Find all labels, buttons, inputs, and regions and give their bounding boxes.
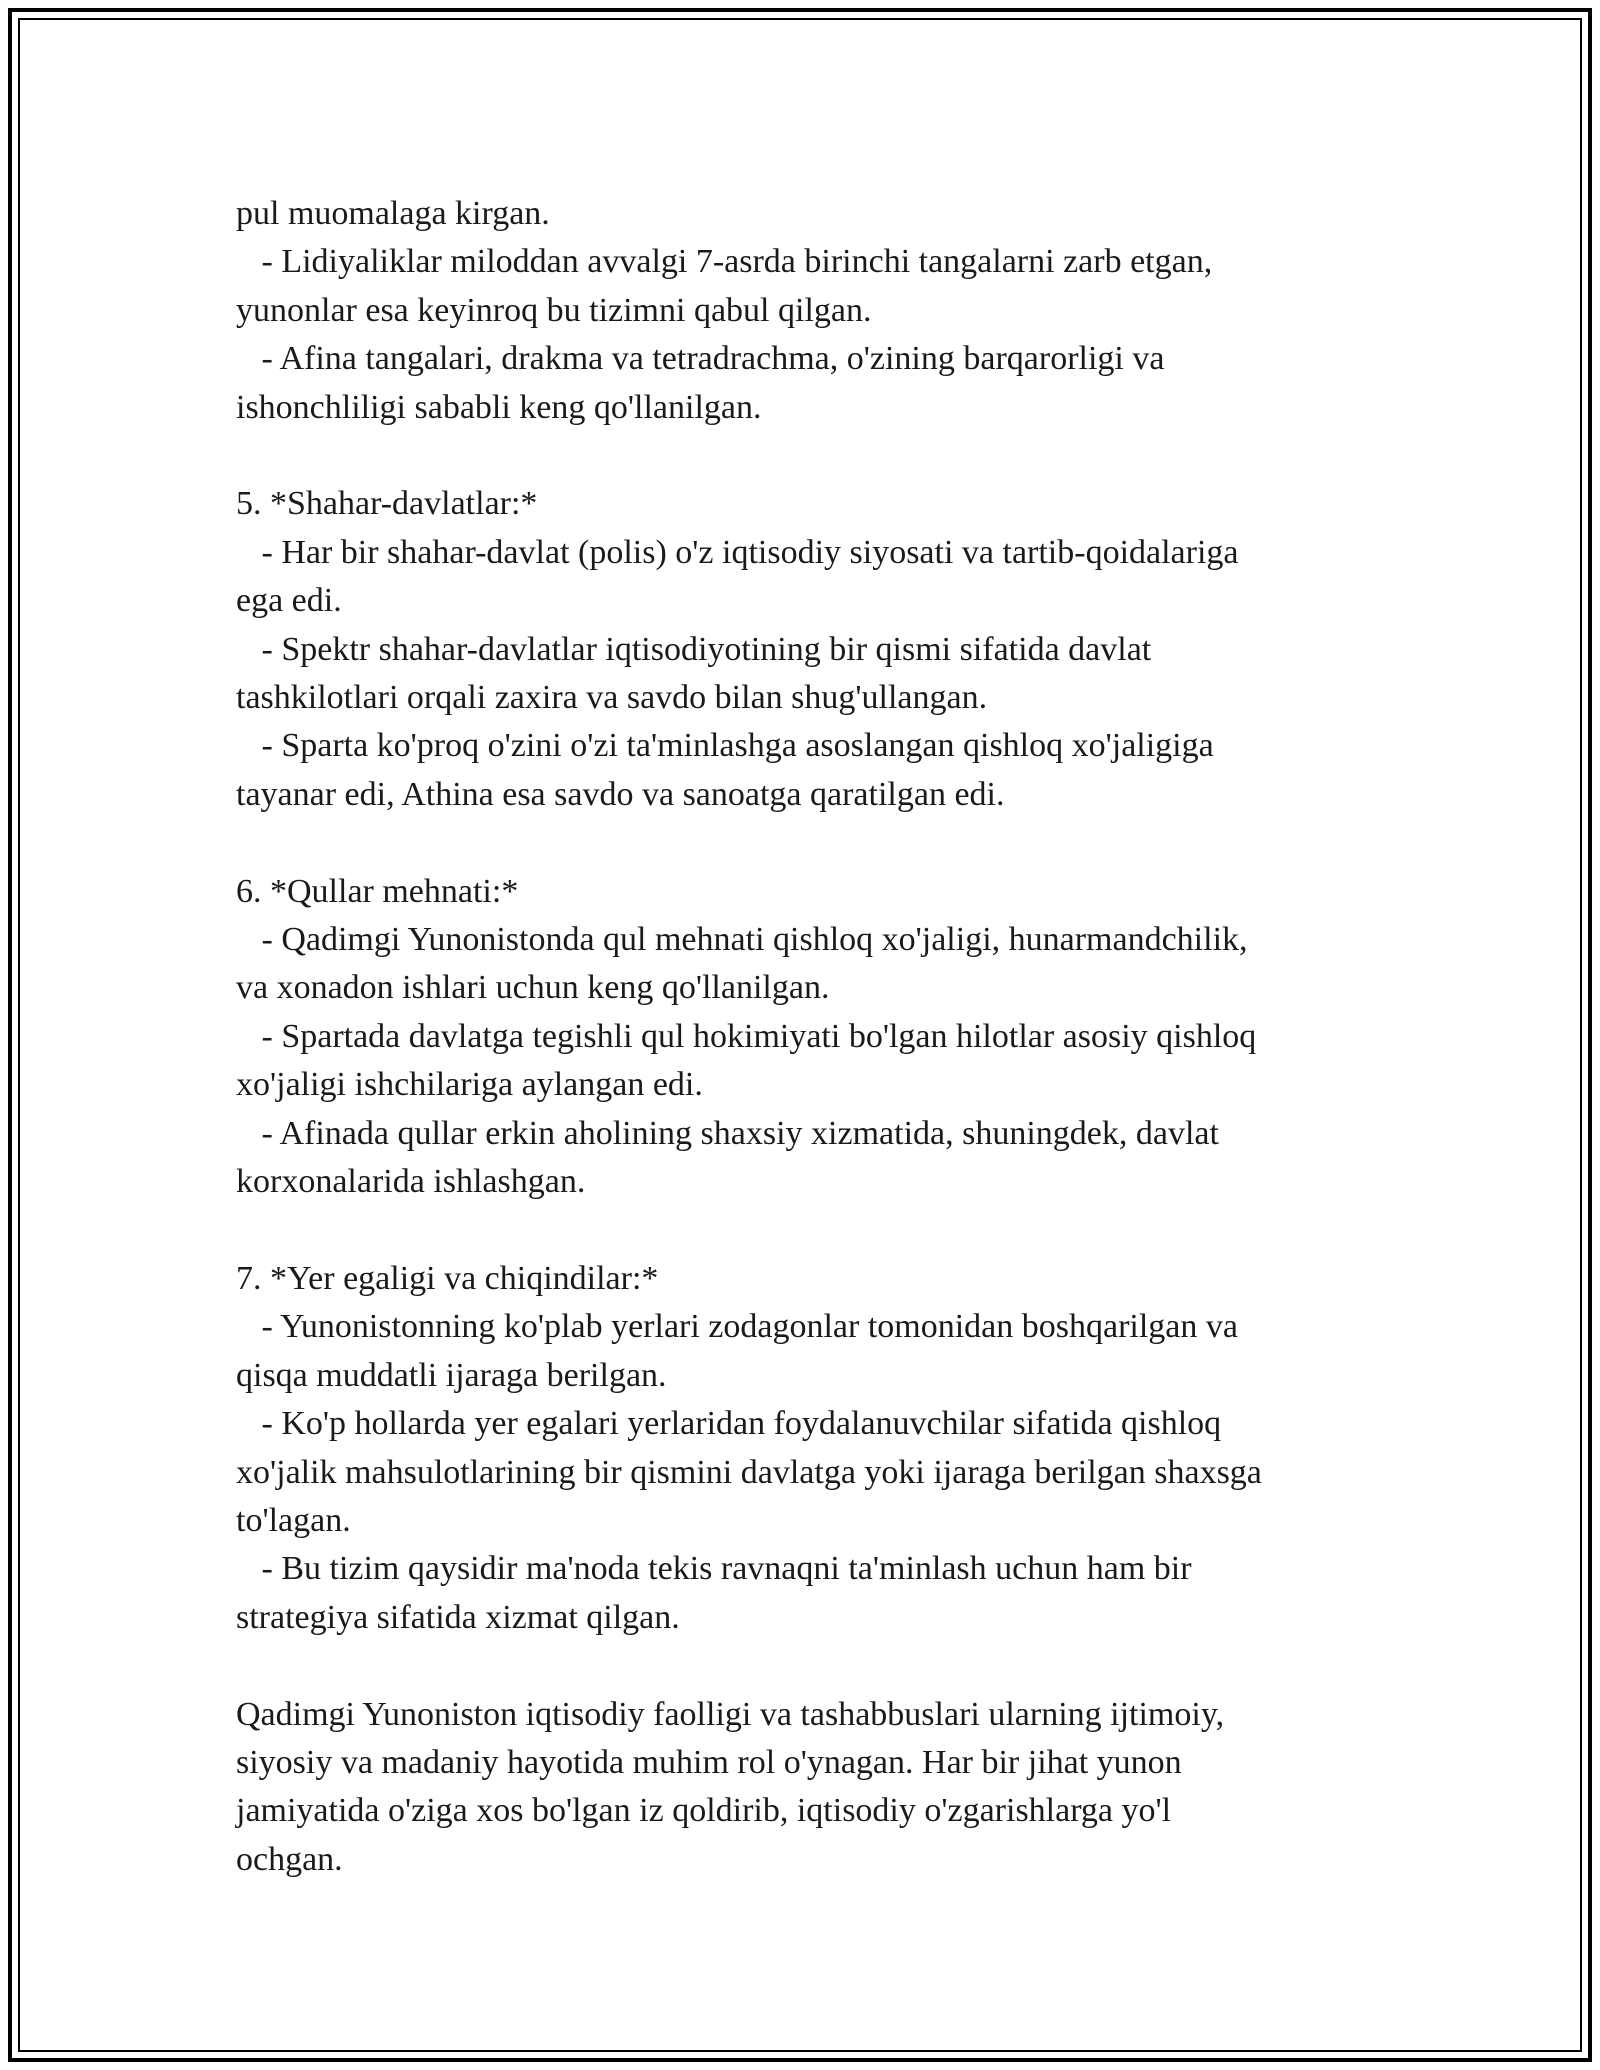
text-line: - Spartada davlatga tegishli qul hokimiyati bo'lgan hilotlar asosiy qishloq — [236, 1017, 1257, 1055]
text-line: - Afina tangalari, drakma va tetradrachma, o'zining barqarorligi va — [236, 340, 1165, 378]
document-text — [236, 190, 1366, 1884]
text-line: - Spektr shahar-davlatlar iqtisodiyotining bir qismi sifatida davlat — [236, 630, 1152, 668]
conclusion-line: jamiyatida o'ziga xos bo'lgan iz qoldirib, iqtisodiy o'zgarishlarga yo'l — [236, 1792, 1172, 1830]
text-line: pul muomalaga kirgan. — [236, 195, 550, 232]
conclusion-line: ochgan. — [236, 1840, 343, 1878]
text-line: tayanar edi, Athina esa savdo va sanoatga qaratilgan edi. — [236, 775, 1005, 813]
blank-line — [236, 432, 1366, 480]
conclusion-line: siyosiy va madaniy hayotida muhim rol o'ynagan. Har bir jihat yunon — [236, 1743, 1182, 1781]
text-line: ega edi. — [236, 582, 342, 620]
text-line: korxonalarida ishlashgan. — [236, 1163, 586, 1201]
text-line: - Sparta ko'proq o'zini o'zi ta'minlashga asoslangan qishloq xo'jaligiga — [236, 727, 1214, 765]
section-heading: 7. *Yer egaligi va chiqindilar:* — [236, 1259, 659, 1297]
text-line: - Yunonistonning ko'plab yerlari zodagonlar tomonidan boshqarilgan va — [236, 1308, 1238, 1346]
text-line: - Lidiyaliklar miloddan avvalgi 7-asrda birinchi tangalarni zarb etgan, — [236, 243, 1213, 281]
text-line: to'lagan. — [236, 1501, 351, 1539]
text-line: ishonchliligi sababli keng qo'llanilgan. — [236, 388, 762, 426]
text-line: - Har bir shahar-davlat (polis) o'z iqtisodiy siyosati va tartib-qoidalariga — [236, 533, 1239, 571]
conclusion-line: Qadimgi Yunoniston iqtisodiy faolligi va tashabbuslari ularning ijtimoiy, — [236, 1695, 1225, 1733]
text-line: xo'jalik mahsulotlarining bir qismini davlatga yoki ijaraga berilgan shaxsga — [236, 1453, 1262, 1491]
text-line: - Ko'p hollarda yer egalari yerlaridan foydalanuvchilar sifatida qishloq — [236, 1405, 1222, 1443]
section-heading: 6. *Qullar mehnati:* — [236, 872, 519, 910]
text-line: xo'jaligi ishchilariga aylangan edi. — [236, 1066, 703, 1104]
blank-line — [236, 1642, 1366, 1690]
text-line: va xonadon ishlari uchun keng qo'llanilgan. — [236, 969, 830, 1007]
text-line: - Qadimgi Yunonistonda qul mehnati qishloq xo'jaligi, hunarmandchilik, — [236, 921, 1248, 959]
text-line: yunonlar esa keyinroq bu tizimni qabul qilgan. — [236, 291, 872, 329]
text-line: qisqa muddatli ijaraga berilgan. — [236, 1356, 667, 1394]
blank-line — [236, 819, 1366, 867]
text-line: - Afinada qullar erkin aholining shaxsiy xizmatida, shuningdek, davlat — [236, 1114, 1219, 1152]
text-line: tashkilotlari orqali zaxira va savdo bilan shug'ullangan. — [236, 679, 988, 717]
text-line: strategiya sifatida xizmat qilgan. — [236, 1598, 680, 1636]
section-heading: 5. *Shahar-davlatlar:* — [236, 485, 538, 523]
text-line: - Bu tizim qaysidir ma'noda tekis ravnaqni ta'minlash uchun ham bir — [236, 1550, 1192, 1588]
blank-line — [236, 1207, 1366, 1255]
